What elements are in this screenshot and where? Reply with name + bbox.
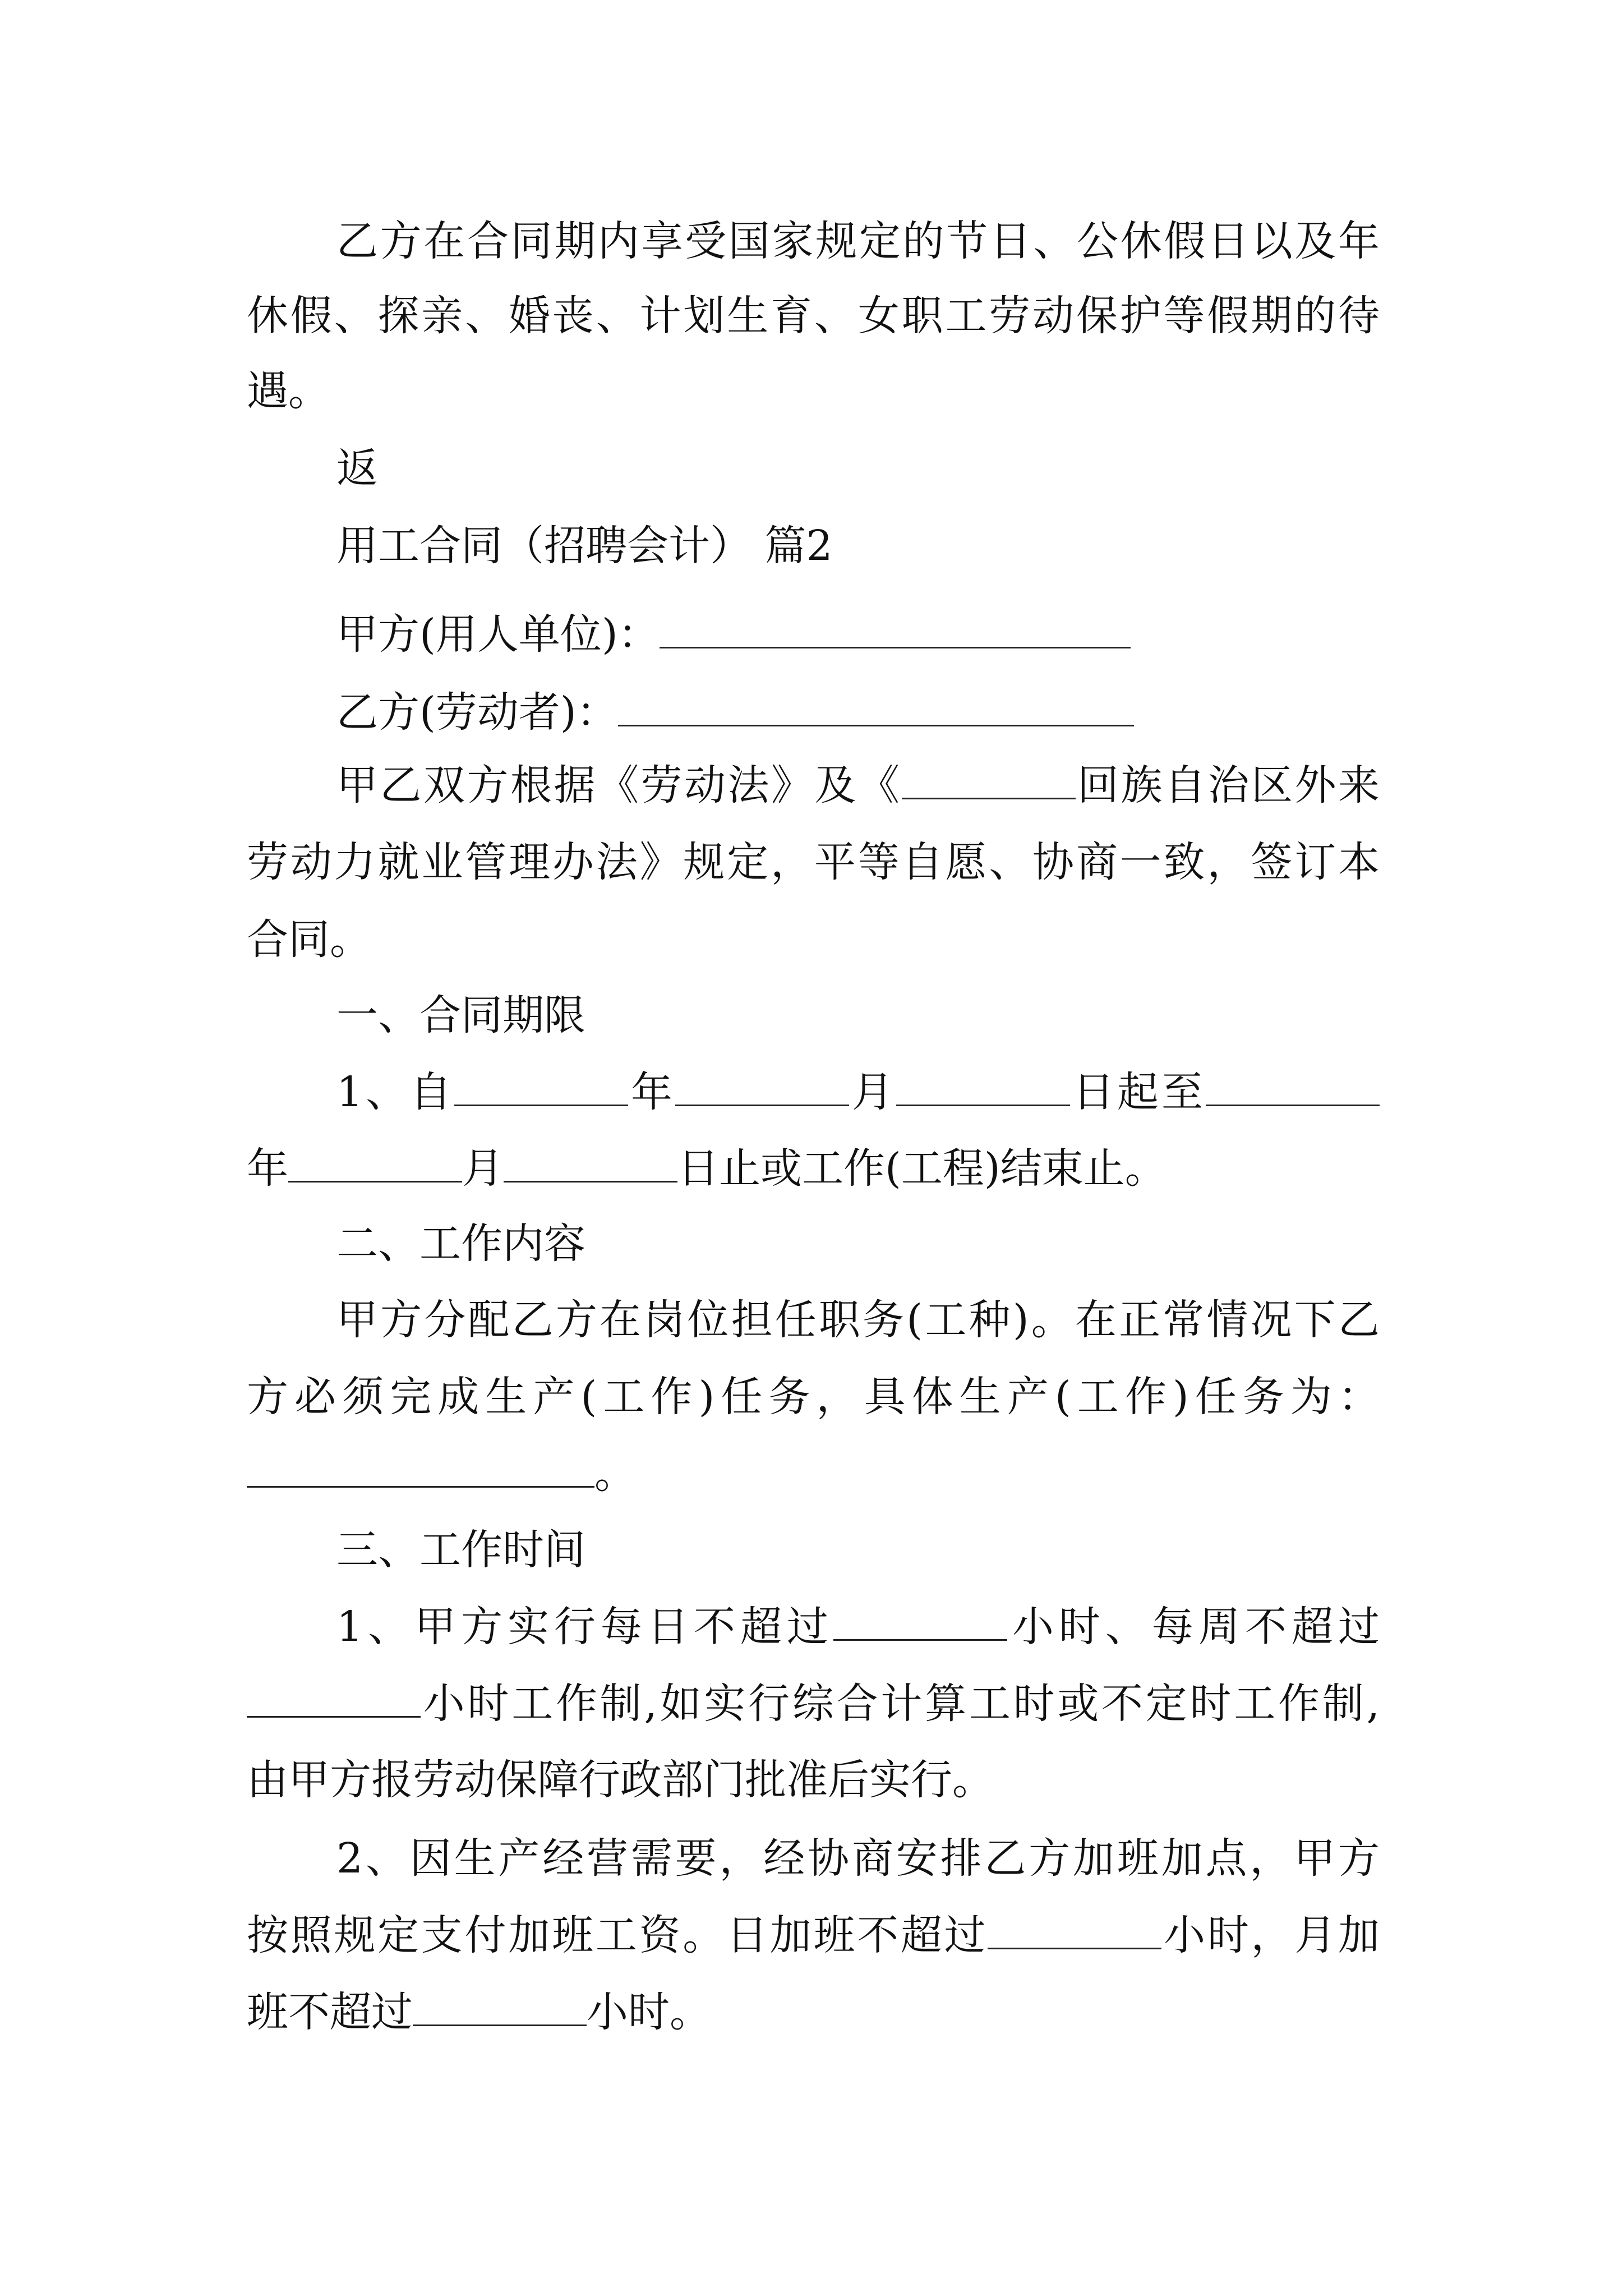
text-run: 年 (247, 1144, 288, 1193)
text-run: 按照规定支付加班工资。日加班不超过 (247, 1911, 988, 1959)
paragraph-line (336, 1067, 1380, 1117)
monthly-overtime-blank (413, 1990, 587, 2026)
paragraph-line (336, 1602, 1380, 1652)
text-run: 甲方(用人单位)： (336, 610, 660, 659)
text-run: 乙方在合同期内享受国家规定的节日、公休假日以及年 (336, 217, 1380, 265)
section-heading (336, 1218, 1380, 1269)
paragraph-line (247, 1755, 1380, 1805)
text-run: 休假、探亲、婚丧、计划生育、女职工劳动保护等假期的待 (247, 292, 1380, 340)
start-day-blank (896, 1070, 1070, 1106)
text-run: 劳动力就业管理办法》规定，平等自愿、协商一致，签订本 (247, 838, 1380, 886)
paragraph-line (247, 1143, 1380, 1194)
region-blank (902, 763, 1076, 799)
paragraph-line (336, 760, 1380, 811)
paragraph-line (336, 1833, 1380, 1884)
party-a-blank (660, 612, 1131, 648)
text-run: 三、工作时间 (336, 1526, 585, 1574)
party-a-line (336, 609, 1380, 660)
paragraph-line (247, 1678, 1380, 1729)
end-day-blank (504, 1146, 677, 1182)
text-run: 年 (628, 1068, 676, 1116)
return-link[interactable] (336, 443, 1380, 494)
paragraph-line (247, 366, 1380, 416)
text-run: 回族自治区外来 (1075, 761, 1380, 809)
text-run: 日起至 (1070, 1068, 1206, 1116)
text-run: 日止或工作(工程)结束止。 (677, 1144, 1166, 1193)
text-run: 班不超过 (247, 1988, 413, 2036)
text-run: 1、甲方实行每日不超过 (336, 1603, 834, 1651)
paragraph-line (247, 1987, 1380, 2037)
task-blank (247, 1451, 594, 1488)
paragraph-line (247, 1448, 1380, 1499)
daily-overtime-blank (988, 1913, 1161, 1949)
text-run: 乙方(劳动者)： (336, 688, 618, 737)
text-run: 方必须完成生产(工作)任务，具体生产(工作)任务为： (247, 1373, 1380, 1421)
paragraph-line (247, 837, 1380, 887)
text-run: 小时，月加 (1161, 1911, 1380, 1959)
paragraph-line (247, 291, 1380, 341)
text-run: 。 (594, 1450, 636, 1498)
text-run: 小时、每周不超过 (1007, 1603, 1380, 1651)
section-title (336, 521, 1380, 571)
text-run: 月 (849, 1068, 897, 1116)
text-run: 甲方分配乙方在岗位担任职务(工种)。在正常情况下乙 (336, 1296, 1380, 1344)
start-month-blank (675, 1070, 849, 1106)
text-run: 一、合同期限 (336, 991, 585, 1039)
text-run: 小时。 (587, 1988, 711, 2036)
start-year-blank (454, 1070, 628, 1106)
text-run: 1、自 (336, 1068, 455, 1116)
end-year-blank (1206, 1070, 1380, 1106)
party-b-blank (618, 690, 1134, 726)
party-b-line (336, 687, 1380, 738)
text-run: 返 (336, 444, 378, 493)
text-run: 二、工作内容 (336, 1220, 585, 1268)
daily-hours-blank (833, 1604, 1007, 1641)
text-run: 甲乙双方根据《劳动法》及《 (336, 761, 902, 809)
paragraph-line (336, 1295, 1380, 1345)
end-month-blank (288, 1146, 462, 1182)
section-heading (336, 990, 1380, 1041)
text-run: 遇。 (247, 367, 330, 415)
text-run: 用工合同（招聘会计） 篇2 (336, 522, 833, 570)
paragraph-line (336, 216, 1380, 266)
text-run: 合同。 (247, 915, 371, 964)
paragraph-line (247, 1372, 1380, 1422)
paragraph-line (247, 1910, 1380, 1961)
paragraph-line (247, 914, 1380, 965)
text-run: 2、因生产经营需要，经协商安排乙方加班加点，甲方 (336, 1834, 1380, 1883)
weekly-hours-blank (247, 1681, 421, 1718)
text-run: 由甲方报劳动保障行政部门批准后实行。 (247, 1756, 994, 1804)
text-run: 月 (462, 1144, 504, 1193)
text-run: 小时工作制,如实行综合计算工时或不定时工作制, (421, 1680, 1380, 1728)
section-heading (336, 1525, 1380, 1575)
